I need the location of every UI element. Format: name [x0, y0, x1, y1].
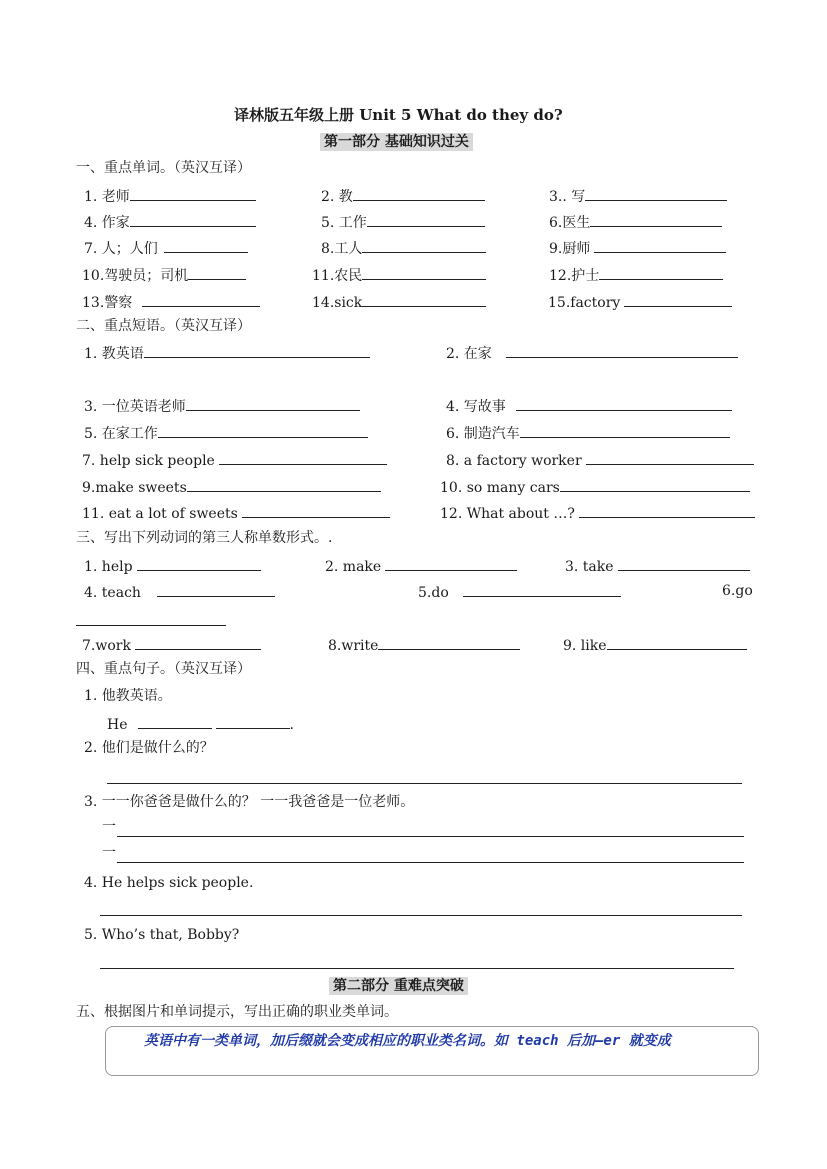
word-item: 8.工人 [321, 238, 486, 258]
phrase-item: 12. What about …? [440, 503, 755, 523]
answer-blank[interactable] [618, 556, 750, 571]
word-item: 12.护士 [549, 265, 723, 285]
phrase-item: 2. 在家 [446, 343, 738, 363]
word-item: 1. 老师 [84, 186, 256, 206]
answer-blank[interactable] [607, 635, 747, 650]
answer-line[interactable] [100, 968, 734, 969]
word-item: 13.警察 [82, 292, 260, 312]
word-item: 14.sick [312, 292, 486, 312]
answer-blank[interactable] [378, 635, 520, 650]
answer-blank[interactable] [158, 423, 368, 438]
page-title: 译林版五年级上册 Unit 5 What do they do? [234, 106, 563, 124]
answer-blank[interactable] [362, 292, 486, 307]
answer-blank[interactable] [624, 292, 732, 307]
answer-blank[interactable] [242, 503, 390, 518]
answer-blank[interactable] [579, 503, 755, 518]
answer-blank[interactable] [219, 450, 387, 465]
word-item: 10.驾驶员；司机 [82, 265, 246, 285]
answer-line[interactable] [100, 915, 742, 916]
answer-blank[interactable] [186, 396, 360, 411]
phrase-item: 4. 写故事 [446, 396, 732, 416]
dash-marker: 一 [102, 819, 116, 835]
word-item: 3.. 写 [549, 186, 727, 206]
answer-blank[interactable] [362, 238, 486, 253]
answer-blank[interactable] [144, 343, 370, 358]
answer-blank[interactable] [520, 423, 730, 438]
word-item: 2. 教 [321, 186, 485, 206]
answer-blank[interactable] [130, 186, 256, 201]
verb-item: 9. like [563, 635, 747, 655]
word-item: 11.农民 [312, 265, 486, 285]
word-item: 6.医生 [549, 212, 722, 232]
word-item: 7. 人；人们 [84, 238, 248, 258]
answer-blank[interactable] [585, 186, 727, 201]
part-one-heading: 第一部分 基础知识过关 [320, 133, 473, 151]
verb-item: 4. teach [84, 582, 275, 602]
phrase-item: 1. 教英语 [84, 343, 370, 363]
answer-blank[interactable] [586, 450, 754, 465]
hint-text: 英语中有一类单词，加后缀就会变成相应的职业类名词。如 teach 后加—er 就变成 [144, 1033, 671, 1049]
word-item: 5. 工作 [321, 212, 485, 232]
answer-blank[interactable] [594, 238, 726, 253]
word-item: 4. 作家 [84, 212, 256, 232]
sentence-answer: He . [107, 714, 294, 734]
sentence-question: 5. Who’s that, Bobby? [84, 927, 240, 943]
answer-blank[interactable] [138, 714, 212, 729]
phrase-item: 8. a factory worker [446, 450, 754, 470]
verb-item: 5.do [418, 582, 621, 602]
answer-blank[interactable] [216, 714, 290, 729]
answer-blank[interactable] [353, 186, 485, 201]
section-3-heading: 三、写出下列动词的第三人称单数形式。. [76, 530, 333, 546]
sentence-question: 3. 一一你爸爸是做什么的？ 一一我爸爸是一位老师。 [84, 794, 415, 810]
answer-blank[interactable] [142, 292, 260, 307]
answer-blank[interactable] [463, 582, 621, 597]
answer-line[interactable] [107, 783, 742, 784]
answer-blank[interactable] [137, 556, 261, 571]
sentence-question: 4. He helps sick people. [84, 875, 254, 891]
verb-item: 8.write [328, 635, 520, 655]
hint-box [105, 1026, 759, 1076]
answer-blank[interactable] [599, 265, 723, 280]
answer-blank[interactable] [385, 556, 517, 571]
answer-blank[interactable] [76, 625, 226, 626]
section-5-heading: 五、根据图片和单词提示，写出正确的职业类单词。 [76, 1004, 398, 1020]
word-item: 9.厨师 [549, 238, 726, 258]
phrase-item: 6. 制造汽车 [446, 423, 730, 443]
answer-blank[interactable] [367, 212, 485, 227]
verb-item: 2. make [325, 556, 517, 576]
answer-line[interactable] [117, 836, 744, 837]
phrase-item: 3. 一位英语老师 [84, 396, 360, 416]
verb-item: 7.work [82, 635, 261, 655]
verb-item: 3. take [565, 556, 750, 576]
answer-blank[interactable] [157, 582, 275, 597]
verb-item: 6.go [722, 583, 753, 599]
part-two-heading: 第二部分 重难点突破 [329, 977, 468, 995]
answer-blank[interactable] [560, 477, 750, 492]
answer-blank[interactable] [516, 396, 732, 411]
answer-blank[interactable] [188, 265, 246, 280]
section-1-heading: 一、重点单词。（英汉互译） [76, 160, 251, 176]
word-item: 15.factory [548, 292, 732, 312]
phrase-item: 10. so many cars [440, 477, 750, 497]
answer-blank[interactable] [164, 238, 248, 253]
answer-line[interactable] [117, 862, 744, 863]
dash-marker: 一 [102, 845, 116, 861]
phrase-item: 5. 在家工作 [84, 423, 368, 443]
answer-blank[interactable] [590, 212, 722, 227]
answer-blank[interactable] [130, 212, 256, 227]
phrase-item: 9.make sweets [82, 477, 381, 497]
phrase-item: 11. eat a lot of sweets [82, 503, 390, 523]
answer-blank[interactable] [506, 343, 738, 358]
section-4-heading: 四、重点句子。（英汉互译） [76, 661, 251, 677]
section-2-heading: 二、重点短语。（英汉互译） [76, 318, 251, 334]
answer-blank[interactable] [187, 477, 381, 492]
phrase-item: 7. help sick people [82, 450, 387, 470]
answer-blank[interactable] [362, 265, 486, 280]
sentence-question: 2. 他们是做什么的？ [84, 740, 214, 756]
verb-item: 1. help [84, 556, 261, 576]
answer-blank[interactable] [135, 635, 261, 650]
sentence-question: 1. 他教英语。 [84, 688, 172, 704]
